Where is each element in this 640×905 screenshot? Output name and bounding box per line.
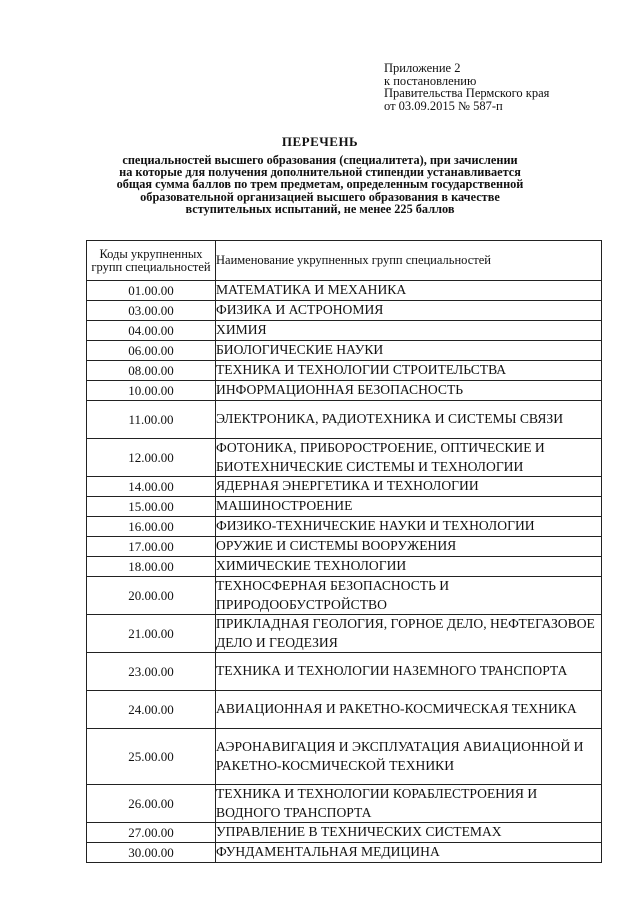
row-code: 10.00.00	[87, 381, 216, 401]
table-row	[87, 439, 602, 477]
row-name: ХИМИЧЕСКИЕ ТЕХНОЛОГИИ	[216, 557, 602, 577]
row-code: 30.00.00	[87, 843, 216, 863]
row-name: БИОЛОГИЧЕСКИЕ НАУКИ	[216, 341, 602, 361]
table-row	[87, 517, 602, 537]
row-code: 08.00.00	[87, 361, 216, 381]
row-code: 17.00.00	[87, 537, 216, 557]
row-name: ТЕХНИКА И ТЕХНОЛОГИИ СТРОИТЕЛЬСТВА	[216, 361, 602, 381]
row-name: ФИЗИКА И АСТРОНОМИЯ	[216, 301, 602, 321]
row-name: МАШИНОСТРОЕНИЕ	[216, 497, 602, 517]
table-row	[87, 785, 602, 823]
row-code: 18.00.00	[87, 557, 216, 577]
header-name: Наименование укрупненных групп специальностей	[216, 241, 602, 281]
row-code: 06.00.00	[87, 341, 216, 361]
row-name: МАТЕМАТИКА И МЕХАНИКА	[216, 281, 602, 301]
header-code: Коды укрупненных групп специальностей	[87, 241, 216, 281]
row-code: 03.00.00	[87, 301, 216, 321]
row-name: ФУНДАМЕНТАЛЬНАЯ МЕДИЦИНА	[216, 843, 602, 863]
subtitle-line: общая сумма баллов по трем предметам, определенным государственной	[116, 177, 524, 192]
row-name: ЯДЕРНАЯ ЭНЕРГЕТИКА И ТЕХНОЛОГИИ	[216, 477, 602, 497]
row-code: 20.00.00	[87, 577, 216, 615]
table-row	[87, 653, 602, 691]
appendix-line: к постановлению	[384, 73, 477, 88]
row-code: 12.00.00	[87, 439, 216, 477]
row-code: 21.00.00	[87, 615, 216, 653]
row-code: 14.00.00	[87, 477, 216, 497]
table-row	[87, 341, 602, 361]
row-code: 16.00.00	[87, 517, 216, 537]
table-row	[87, 615, 602, 653]
table-row	[87, 281, 602, 301]
row-name: ХИМИЯ	[216, 321, 602, 341]
subtitle-line: на которые для получения дополнительной стипендии устанавливается	[119, 165, 521, 180]
table-row	[87, 537, 602, 557]
table-row	[87, 843, 602, 863]
table-row	[87, 477, 602, 497]
table-row	[87, 557, 602, 577]
row-name: АВИАЦИОННАЯ И РАКЕТНО-КОСМИЧЕСКАЯ ТЕХНИКА	[216, 691, 602, 729]
row-name: УПРАВЛЕНИЕ В ТЕХНИЧЕСКИХ СИСТЕМАХ	[216, 823, 602, 843]
row-name: ФИЗИКО-ТЕХНИЧЕСКИЕ НАУКИ И ТЕХНОЛОГИИ	[216, 517, 602, 537]
row-name: ФОТОНИКА, ПРИБОРОСТРОЕНИЕ, ОПТИЧЕСКИЕ И БИОТЕХНИЧЕСКИЕ СИСТЕМЫ И ТЕХНОЛОГИИ	[216, 439, 602, 477]
row-code: 23.00.00	[87, 653, 216, 691]
subtitle-line: специальностей высшего образования (специалитета), при зачислении	[122, 153, 518, 167]
subtitle-line: вступительных испытаний, не менее 225 баллов	[185, 201, 455, 216]
table-row	[87, 381, 602, 401]
row-name: ОРУЖИЕ И СИСТЕМЫ ВООРУЖЕНИЯ	[216, 537, 602, 557]
row-code: 26.00.00	[87, 785, 216, 823]
table-row	[87, 497, 602, 517]
table-row	[87, 401, 602, 439]
table-row	[87, 321, 602, 341]
row-name: АЭРОНАВИГАЦИЯ И ЭКСПЛУАТАЦИЯ АВИАЦИОННОЙ И РАКЕТНО-КОСМИЧЕСКОЙ ТЕХНИКИ	[216, 729, 602, 785]
row-name: ТЕХНОСФЕРНАЯ БЕЗОПАСНОСТЬ И ПРИРОДООБУСТРОЙСТВО	[216, 577, 602, 615]
table-row	[87, 361, 602, 381]
subtitle-line: образовательной организацией высшего образования в качестве	[140, 189, 500, 204]
specialties-table	[86, 240, 602, 863]
row-code: 24.00.00	[87, 691, 216, 729]
row-name: ЭЛЕКТРОНИКА, РАДИОТЕХНИКА И СИСТЕМЫ СВЯЗИ	[216, 401, 602, 439]
row-code: 01.00.00	[87, 281, 216, 301]
row-name: ТЕХНИКА И ТЕХНОЛОГИИ КОРАБЛЕСТРОЕНИЯ И ВОДНОГО ТРАНСПОРТА	[216, 785, 602, 823]
document-subtitle	[80, 154, 560, 215]
table-row	[87, 823, 602, 843]
table-header-row	[87, 241, 602, 281]
document-title: ПЕРЕЧЕНЬ	[281, 134, 359, 149]
appendix-line: Правительства Пермского края	[384, 86, 550, 100]
row-code: 25.00.00	[87, 729, 216, 785]
appendix-line: от 03.09.2015 № 587-п	[384, 98, 503, 113]
row-name: ПРИКЛАДНАЯ ГЕОЛОГИЯ, ГОРНОЕ ДЕЛО, НЕФТЕГАЗОВОЕ ДЕЛО И ГЕОДЕЗИЯ	[216, 615, 602, 653]
appendix-note	[384, 62, 549, 112]
table-row	[87, 691, 602, 729]
appendix-line: Приложение 2	[384, 61, 461, 75]
table-row	[87, 729, 602, 785]
row-code: 27.00.00	[87, 823, 216, 843]
row-code: 15.00.00	[87, 497, 216, 517]
table-row	[87, 301, 602, 321]
row-code: 11.00.00	[87, 401, 216, 439]
row-name: ИНФОРМАЦИОННАЯ БЕЗОПАСНОСТЬ	[216, 381, 602, 401]
row-code: 04.00.00	[87, 321, 216, 341]
row-name: ТЕХНИКА И ТЕХНОЛОГИИ НАЗЕМНОГО ТРАНСПОРТА	[216, 653, 602, 691]
table-row	[87, 577, 602, 615]
